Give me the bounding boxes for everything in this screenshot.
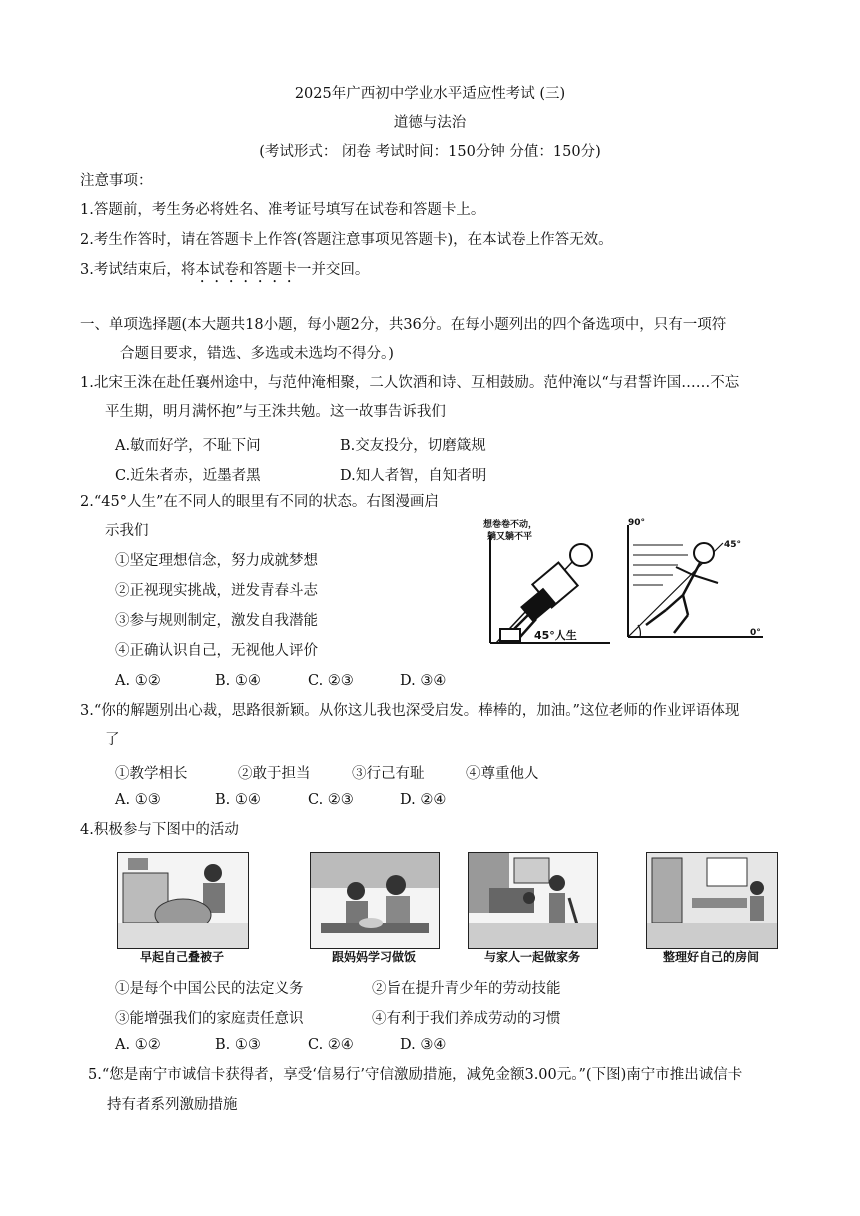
section1-line1: 一、单项选择题(本大题共18小题，每小题2分，共36分。在每小题列出的四个备选项中，只有一项符 [80, 317, 727, 333]
cartoon-right-head-icon [694, 543, 714, 563]
notice-item-3-prefix: 3.考试结束后，将 [80, 262, 196, 278]
q3-statement-2: ②敢于担当 [238, 766, 311, 782]
q1-stem-line1: 1.北宋王洙在赴任襄州途中，与范仲淹相聚，二人饮酒和诗、互相鼓励。范仲淹以“与君誓许国……不忘 [80, 375, 740, 391]
cartoon-right-0: 0° [750, 628, 761, 638]
q2-option-d: D. ③④ [400, 673, 447, 689]
cartoon-left-speech-2: 躺又躺不平 [487, 532, 533, 542]
cartoon-left-label: 45°人生 [534, 629, 577, 642]
q1-option-b: B.交友投分，切磨箴规 [340, 438, 486, 454]
q4-statement-2: ②旨在提升青少年的劳动技能 [372, 981, 561, 997]
exam-subject: 道德与法治 [393, 115, 467, 131]
q1-option-a: A.敏而好学，不耻下问 [115, 438, 261, 454]
q4-statement-4: ④有利于我们养成劳动的习惯 [372, 1011, 561, 1027]
q2-stem-line2: 示我们 [105, 523, 149, 539]
q2-statement-1: ①坚定理想信念，努力成就梦想 [115, 553, 318, 569]
q4-image-2 [310, 852, 440, 949]
cartoon-right-90: 90° [628, 518, 646, 528]
q2-option-b: B. ①④ [215, 673, 261, 689]
cartoon-left-head-icon [570, 544, 592, 566]
q2-stem-line1: 2.“45°人生”在不同人的眼里有不同的状态。右图漫画启 [80, 494, 439, 510]
q4-caption-4: 整理好自己的房间 [662, 950, 759, 964]
q4-option-a: A. ①② [115, 1037, 161, 1053]
q3-option-a: A. ①③ [115, 792, 161, 808]
q2-option-a: A. ①② [115, 673, 161, 689]
q4-stem-line1: 4.积极参与下图中的活动 [80, 822, 239, 838]
q4-image-4 [646, 852, 778, 949]
q3-stem-line2: 了 [105, 732, 120, 748]
q3-stem-line1: 3.“你的解题别出心裁，思路很新颖。从你这儿我也深受启发。棒棒的，加油。”这位老师的作业评语体现 [80, 703, 740, 719]
notice-item-2: 2.考生作答时，请在答题卡上作答(答题注意事项见答题卡)，在本试卷上作答无效。 [80, 232, 613, 248]
q3-statement-3: ③行己有耻 [352, 766, 425, 782]
q3-statement-4: ④尊重他人 [466, 766, 539, 782]
q2-statement-4: ④正确认识自己，无视他人评价 [115, 643, 318, 659]
q3-option-b: B. ①④ [215, 792, 261, 808]
q3-statement-1: ①教学相长 [115, 766, 188, 782]
exam-title: 2025年广西初中学业水平适应性考试 (三) [294, 86, 566, 102]
q4-statement-1: ①是每个中国公民的法定义务 [115, 981, 304, 997]
notice-item-3 [80, 262, 369, 286]
q4-option-d: D. ③④ [400, 1037, 447, 1053]
q3-option-d: D. ②④ [400, 792, 447, 808]
q4-image-1 [117, 852, 249, 949]
cartoon-right-panel [628, 518, 763, 638]
q4-caption-3: 与家人一起做家务 [483, 950, 580, 964]
q4-statement-3: ③能增强我们的家庭责任意识 [115, 1011, 304, 1027]
q4-caption-1: 早起自己叠被子 [139, 950, 224, 964]
notice-item-3-suffix: 一并交回。 [296, 262, 370, 278]
q1-option-d: D.知人者智，自知者明 [340, 468, 487, 484]
q4-image-3 [468, 852, 598, 949]
q2-option-c: C. ②③ [308, 673, 354, 689]
q4-caption-2: 跟妈妈学习做饭 [331, 950, 416, 964]
q4-option-b: B. ①③ [215, 1037, 261, 1053]
section1-line2: 合题目要求，错选、多选或未选均不得分。) [120, 346, 394, 362]
cartoon-left-speech-1: 想卷卷不动， [483, 520, 538, 530]
notice-item-3-emphasis: 本试卷和答题卡 [195, 262, 297, 278]
q5-stem-line1: 5.“您是南宁市诚信卡获得者，享受‘信易行’守信激励措施，减免金额3.00元。”(下图)南宁市推出诚信卡 [88, 1067, 743, 1083]
cartoon-left-panel [483, 518, 610, 643]
q1-stem-line2: 平生期，明月满怀抱”与王洙共勉。这一故事告诉我们 [105, 404, 446, 420]
q3-option-c: C. ②③ [308, 792, 354, 808]
q5-stem-line2: 持有者系列激励措施 [107, 1097, 238, 1113]
notice-item-1: 1.答题前，考生务必将姓名、准考证号填写在试卷和答题卡上。 [80, 202, 486, 218]
notice-heading: 注意事项： [80, 173, 153, 189]
q4-option-c: C. ②④ [308, 1037, 354, 1053]
q1-option-c: C.近朱者赤，近墨者黑 [115, 468, 261, 484]
exam-info: (考试形式： 闭卷 考试时间：150分钟 分值：150分) [259, 144, 601, 160]
q2-statement-3: ③参与规则制定，激发自我潜能 [115, 613, 318, 629]
q2-statement-2: ②正视现实挑战，迸发青春斗志 [115, 583, 318, 599]
cartoon-right-45: 45° [724, 540, 742, 550]
q2-cartoon [478, 515, 768, 650]
